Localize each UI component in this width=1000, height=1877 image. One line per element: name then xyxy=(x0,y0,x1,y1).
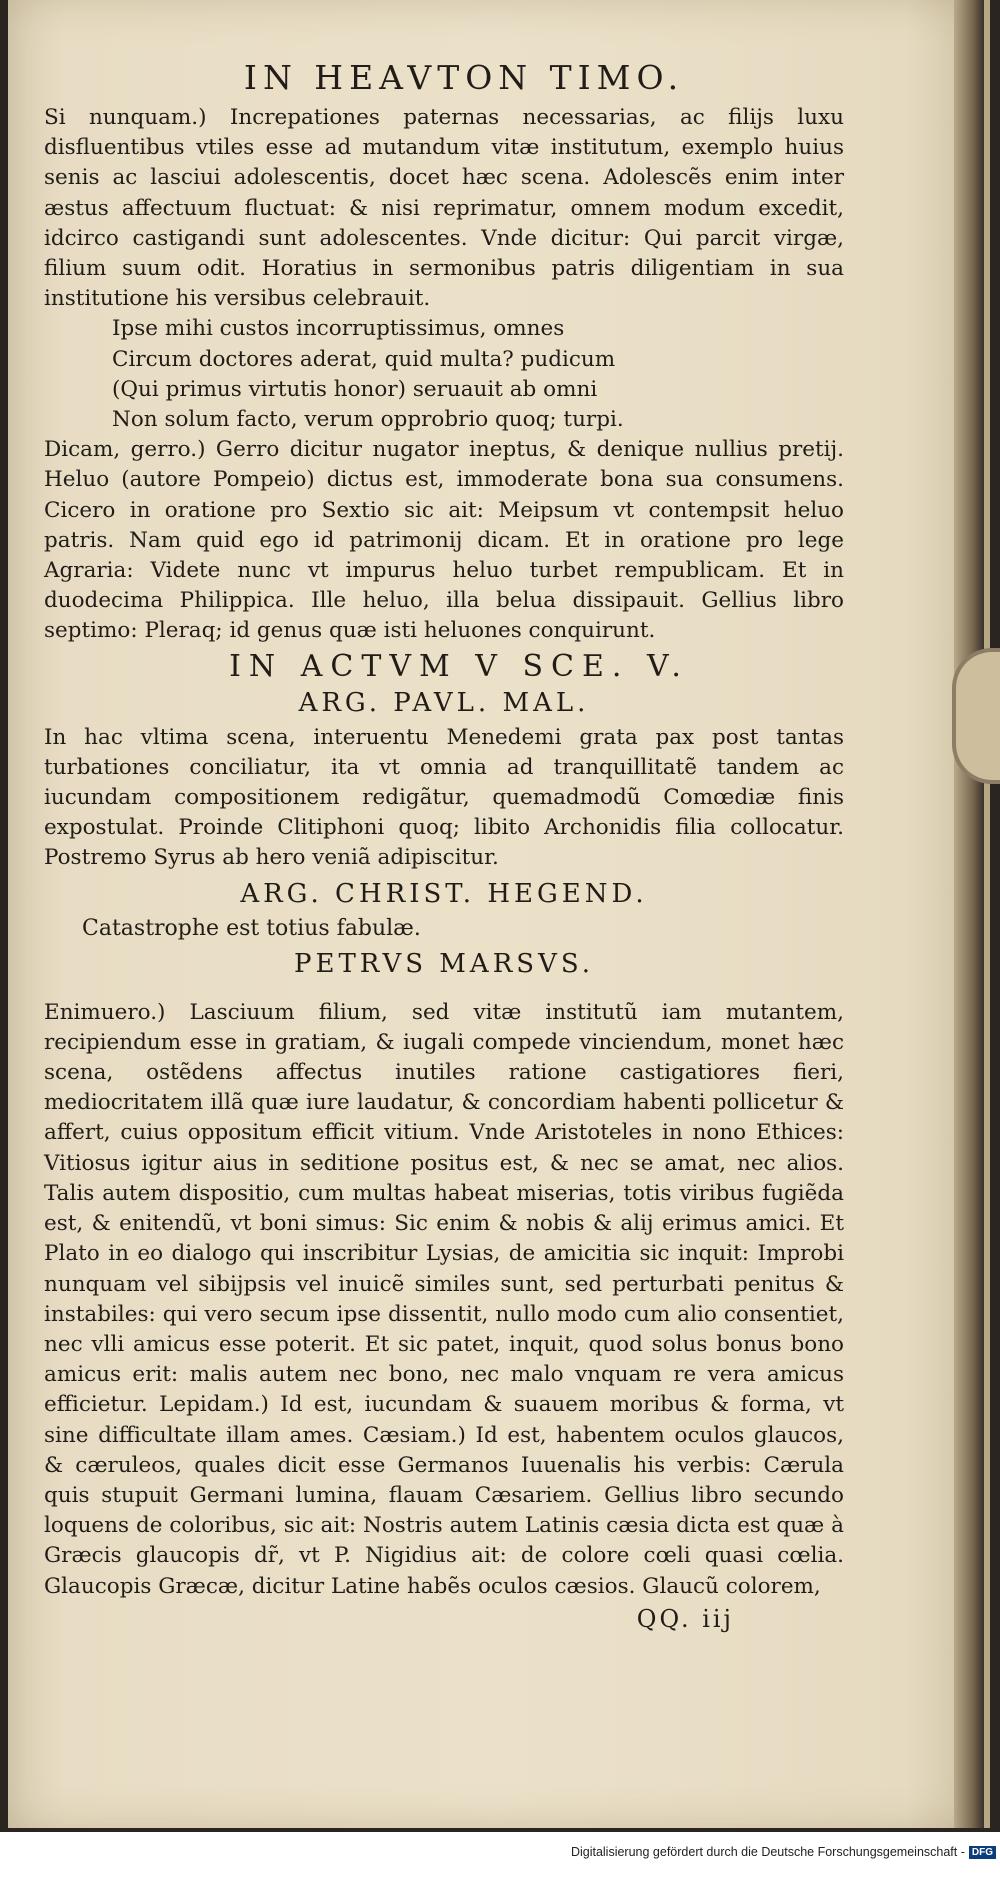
page-edge xyxy=(954,0,984,1828)
credit-text: Digitalisierung gefördert durch die Deutsche Forschungsgemeinschaft - xyxy=(570,1845,965,1859)
argument-paragraph: In hac vltima scena, interuentu Menedemi grata pax post tantas turbationes conciliatur, ita vt omnia ad tranquillitatẽ tandem ac iucundam compositionem redigãtur, quemadmodũ Comœdiæ finis expostulat. Proinde Clitiphoni quoq; libito Archonidis filia collocatur. Postremo Syrus ab hero veniã adipiscitur. xyxy=(44,724,844,871)
argument-heading-2: ARG. CHRIST. HEGEND. xyxy=(240,878,648,909)
commentator-heading: PETRVS MARSVS. xyxy=(293,948,595,979)
verse-line: Circum doctores aderat, quid multa? pudicum xyxy=(112,346,616,372)
signature-mark: QQ. iij xyxy=(636,1604,734,1633)
commentary-paragraph-1: Si nunquam.) Increpationes paternas necessarias, ac filijs luxu disfluentibus vtiles esse ad mutandum vitæ institutum, exemplo huius senis ac lasciui adolescentis, docet hæc scena. Adolescẽs enim inter æstus affectuum fluctuat: & nisi reprimatur, omnem modum excedit, idcirco castigandi sunt adolescentes. Vnde dicitur: Qui parcit virgæ, filium suum odit. Horatius in sermonibus patris diligentiam in sua institutione his versibus celebrauit. xyxy=(44,105,844,312)
argument-line: Catastrophe est totius fabulæ. xyxy=(82,915,421,941)
verse-line: Non solum facto, verum opprobrio quoq; turpi. xyxy=(112,407,624,433)
commentary-paragraph-3: Enimuero.) Lasciuum filium, sed vitæ institutũ iam mutantem, recipiendum esse in gratiam, & iugali compede vinciendum, monet hæc scena, ostẽdens affectus inutiles ratione castigatiores fieri, mediocritatem illã quæ iure laudatur, & concordiam habenti pollicetur & affert, cuius oppositum efficit vitium. Vnde Aristoteles in nono Ethices: Vitiosus igitur aius in seditione positus est, & nec se amat, nec alios. Talis autem dispositio, cum multas habeat miserias, totis viribus fugiẽda est, & enitendũ, vt boni simus: Sic enim & nobis & alij erimus amici. Et Plato in eo dialogo qui inscribitur Lysias, de amicitia sic inquit: Improbi nunquam vel sibijpsis vel inuicẽ similes sunt, sed perturbati penitus & instabiles: qui vero secum ipse dissentit, nullo modo cum alio consentiet, nec vlli amicus esse poterit. Et sic patet, inquit, quod solus bonus bono amicus erit: malis autem nec bono, nec malo vnquam re vera amicus efficietur. Lepidam.) Id est, iucundam & suauem moribus & forma, vt sine difficultate illam ames. Cæsiam.) Id est, habentem oculos glaucos, & cæruleos, quales dicit esse Germanos Iuuenalis his verbis: Cærula quis stupuit Germani lumina, flauam Cæsariem. Gellius libro secundo loquens de coloribus, sic ait: Nostris autem Latinis cæsia dicta est quæ à Græcis glaucopis dr̃, vt P. Nigidius ait: de colore cœli quasi cœlia. Glaucopis Græcæ, dicitur Latine habẽs oculos cæsios. Glaucũ colorem, xyxy=(44,999,844,1599)
act-heading: IN ACTVM V SCE. V. xyxy=(229,648,689,684)
commentary-paragraph-2: Dicam, gerro.) Gerro dicitur nugator ineptus, & denique nullius pretij. Heluo (autore Pompeio) dictus est, immoderate bona sua consumens. Cicero in oratione pro Sextio sic ait: Meipsum vt contempsit heluo patris. Nam quid ego id patrimonij dicam. Et in oratione pro lege Agraria: Videte nunc vt impurus heluo turbet rempublicam. Et in duodecima Philippica. Ille heluo, illa belua dissipauit. Gellius libro septimo: Pleraq; id genus quæ isti heluones conquirunt. xyxy=(44,437,844,644)
verse-line: Ipse mihi custos incorruptissimus, omnes xyxy=(112,316,565,342)
dfg-logo: DFG xyxy=(969,1846,996,1859)
book-clasp xyxy=(952,648,1000,784)
verse-line: (Qui primus virtutis honor) seruauit ab omni xyxy=(112,376,598,402)
running-head: IN HEAVTON TIMO. xyxy=(243,58,685,97)
page-text xyxy=(44,58,844,1636)
horace-verse xyxy=(44,314,844,435)
digitization-credit xyxy=(571,1845,996,1859)
argument-heading-1: ARG. PAVL. MAL. xyxy=(298,687,590,718)
